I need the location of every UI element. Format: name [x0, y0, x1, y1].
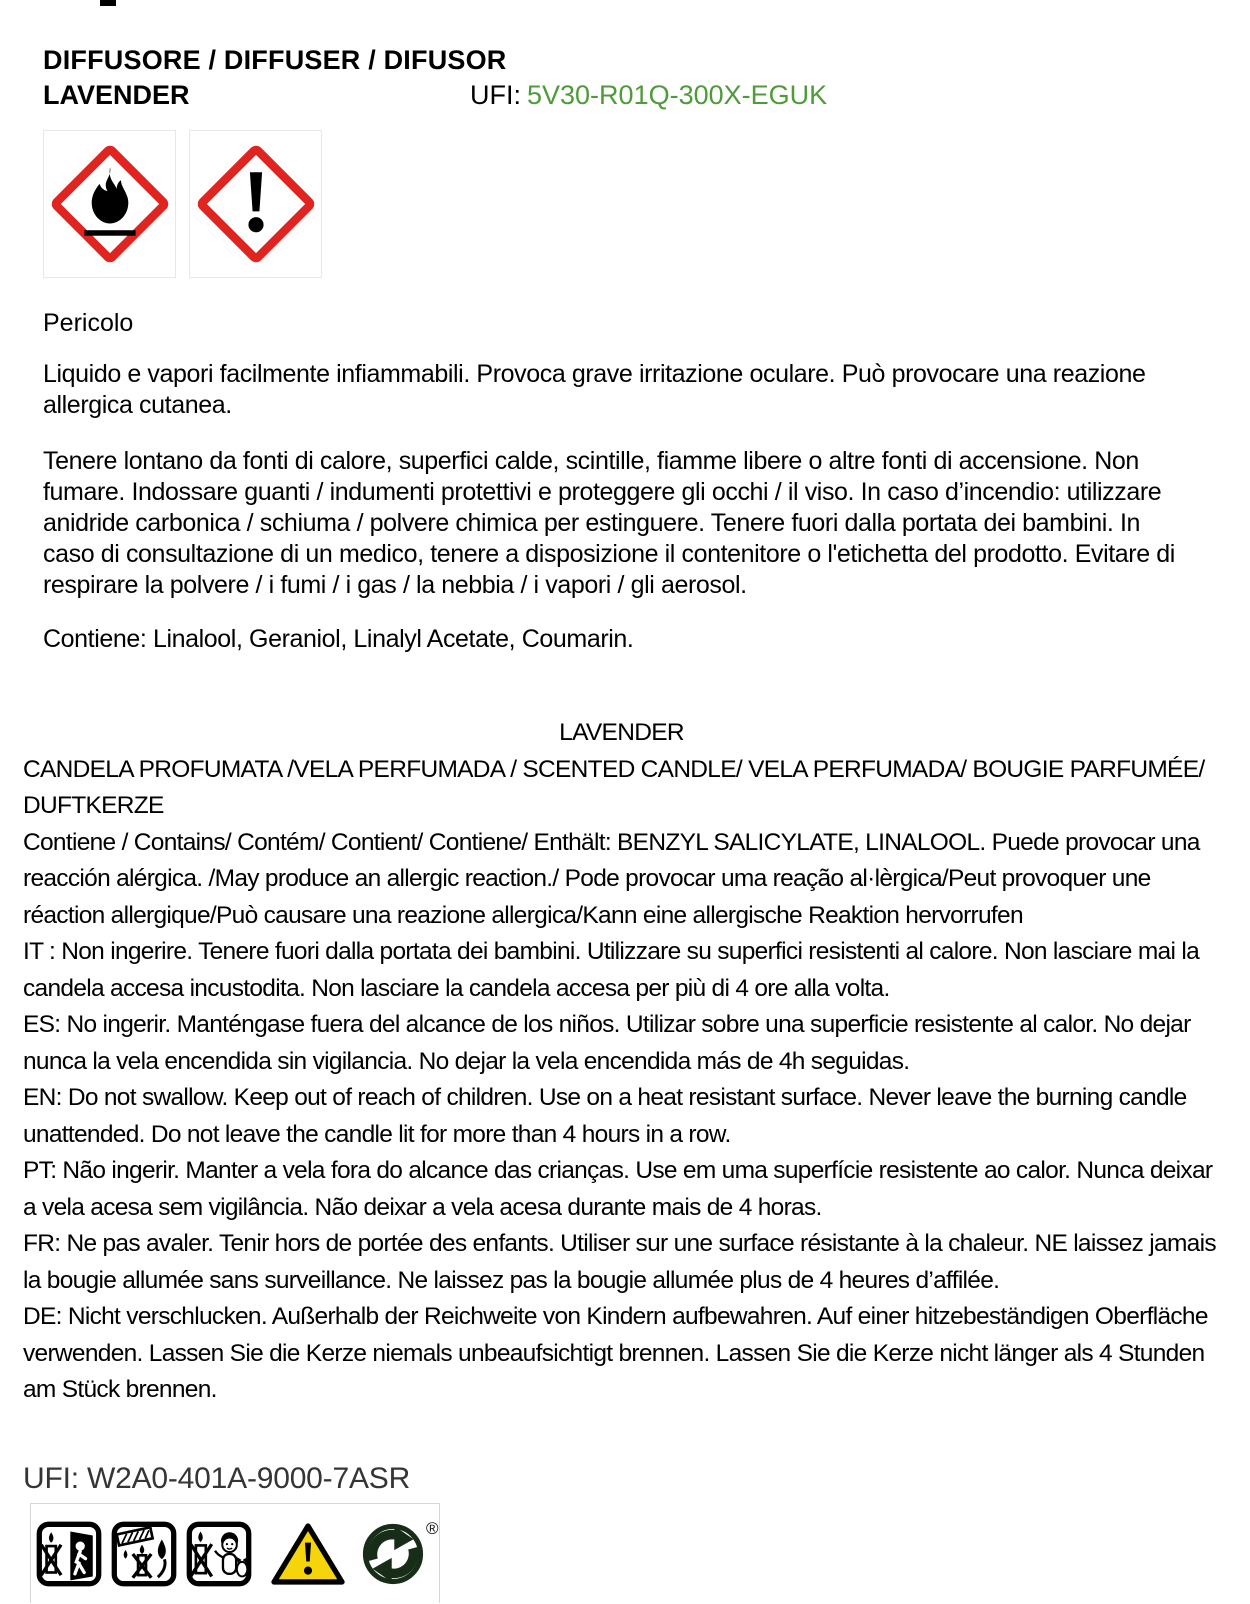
product-ufi-row [43, 79, 1195, 116]
contains-statement: Contiene: Linalool, Geraniol, Linalyl Acetate, Coumarin. [43, 625, 634, 653]
signal-word: Pericolo [43, 309, 134, 337]
warning-de: DE: Nicht verschlucken. Außerhalb der Reichweite von Kindern aufbewahren. Auf einer hitzebeständigen Oberfläche verwenden. Lassen Sie die Kerze niemals unbeaufsichtigt brennen. Lassen Sie die Kerze nicht länger als 4 Stunden am Stück brennen. [23, 1303, 1208, 1403]
candle-ufi-line: UFI: W2A0-401A-9000-7ASR [23, 1462, 411, 1495]
precautionary-statements: Tenere lontano da fonti di calore, superfici calde, scintille, fiamme libere o altre fonti di accensione. Non fumare. Indossare guanti / indumenti protettivi e proteggere gli occhi / il viso. In caso d’incendio: utilizzare anidride carbonica / schiuma / polvere chimica per estinguere. Tenere fuori dalla portata dei bambini. In caso di consultazione di un medico, tenere a disposizione il contenitore o l'etichetta del prodotto. Evitare di respirare la polvere / i fumi / i gas / la nebbia / i vapori / gli aerosol. [43, 447, 1175, 599]
hazard-statements: Liquido e vapori facilmente infiammabili. Provoca grave irritazione oculare. Può provocare una reazione allergica cutanea. [43, 360, 1146, 419]
ufi-code-group [470, 79, 827, 112]
ghs-exclamation-pictogram [189, 130, 322, 278]
warning-it: IT : Non ingerire. Tenere fuori dalla portata dei bambini. Utilizzare su superfici resistenti al calore. Non lasciare mai la candela accesa incustodita. Non lasciare la candela accesa per più di 4 ore alla volta. [23, 938, 1199, 1002]
ufi-label: UFI: [470, 80, 521, 110]
flame-icon [49, 143, 171, 265]
warning-en: EN: Do not swallow. Keep out of reach of children. Use on a heat resistant surface. Never leave the burning candle unattended. Do not leave the candle lit for more than 4 hours in a row. [23, 1084, 1187, 1148]
ufi-code-value: 5V30-R01Q-300X-EGUK [527, 80, 828, 110]
warning-triangle-icon [269, 1520, 347, 1588]
exclamation-icon [195, 143, 317, 265]
candle-product-types: CANDELA PROFUMATA /VELA PERFUMADA / SCENTED CANDLE/ VELA PERFUMADA/ BOUGIE PARFUMÉE/ DUFTKERZE [23, 755, 1205, 819]
multilanguage-warnings [23, 934, 1220, 1409]
registered-trademark-symbol: ® [426, 1518, 439, 1538]
page-title: DIFFUSORE / DIFFUSER / DIFUSOR [43, 45, 507, 75]
flammable-objects-icon [111, 1521, 177, 1587]
green-dot-recycling-icon [361, 1518, 439, 1586]
ghs-flammable-pictogram [43, 130, 176, 278]
green-dot-circle [361, 1522, 425, 1586]
ghs-pictogram-row [43, 130, 1195, 278]
warning-fr: FR: Ne pas avaler. Tenir hors de portée des enfants. Utiliser sur une surface résistante à la chaleur. NE laissez jamais la bougie allumée sans surveillance. Ne laissez pas la bougie allumée plus de 4 heures d’affilée. [23, 1230, 1216, 1294]
candle-heading: LAVENDER [559, 719, 684, 746]
scan-artifact-mark [100, 0, 116, 6]
candle-label-section [0, 715, 1250, 1409]
product-name: LAVENDER [43, 80, 190, 110]
warning-pt: PT: Não ingerir. Manter a vela fora do alcance das crianças. Use em uma superfície resistente ao calor. Nunca deixar a vela acesa sem vigilância. Não deixar a vela acesa durante mais de 4 horas. [23, 1157, 1213, 1221]
candle-contains-statement: Contiene / Contains/ Contém/ Contient/ Contiene/ Enthält: BENZYL SALICYLATE, LINALOOL. Puede provocar una reacción alérgica. /May produce an allergic reaction./ Pode provocar uma reação al·lèrgica/Peut provoquer une réaction allergique/Può causare una reazione allergica/Kann eine allergische Reaktion hervorrufen [23, 828, 1200, 929]
diffuser-label-section [0, 0, 1250, 655]
warning-es: ES: No ingerir. Manténgase fuera del alcance de los niños. Utilizar sobre una superficie resistente al calor. No dejar nunca la vela encendida sin vigilancia. No dejar la vela encendida más de 4h seguidas. [23, 1011, 1191, 1075]
unattended-candle-icon [36, 1521, 102, 1587]
children-pets-icon [186, 1521, 252, 1587]
safety-icons-image [30, 1503, 440, 1603]
